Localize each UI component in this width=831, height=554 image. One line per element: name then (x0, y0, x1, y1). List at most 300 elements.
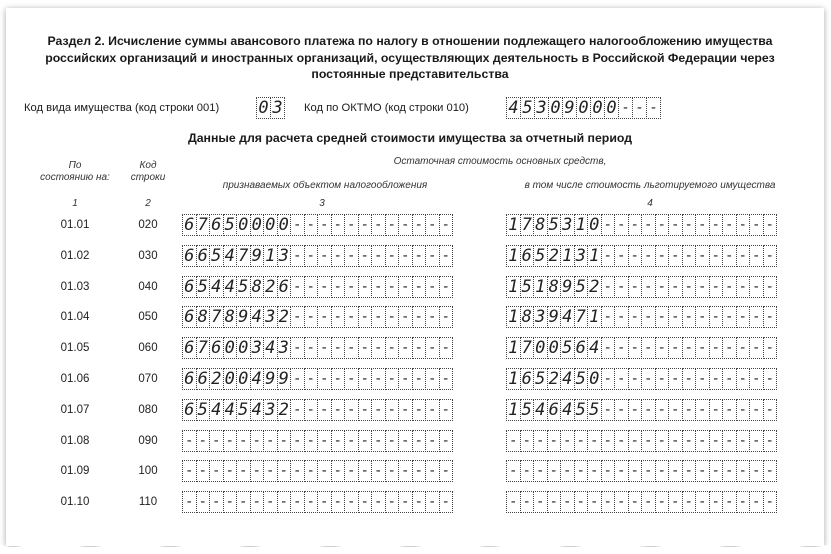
char-cell: - (371, 245, 386, 267)
char-cell: - (709, 460, 724, 482)
char-cell: 1 (506, 337, 521, 359)
exempt-value-field[interactable] (506, 368, 776, 390)
char-cell: - (358, 306, 373, 328)
section-title (20, 33, 800, 83)
char-cell: 1 (263, 245, 278, 267)
char-cell: - (398, 399, 413, 421)
char-cell: - (425, 306, 440, 328)
char-cell: - (682, 276, 697, 298)
char-cell: - (763, 214, 778, 236)
char-cell: - (749, 491, 764, 513)
char-cell: - (533, 430, 548, 452)
char-cell: - (709, 214, 724, 236)
char-cell: - (304, 430, 319, 452)
char-cell: - (317, 214, 332, 236)
char-cell: 8 (533, 214, 548, 236)
char-cell: 6 (209, 337, 224, 359)
char-cell: - (682, 337, 697, 359)
char-cell: - (722, 460, 737, 482)
char-cell: 5 (236, 276, 251, 298)
char-cell: - (749, 276, 764, 298)
oktmo-label: Код по ОКТМО (код строки 010) (304, 102, 469, 114)
char-cell: - (601, 491, 616, 513)
table-row (0, 368, 831, 394)
residual-value-field[interactable] (182, 276, 452, 298)
char-cell: - (439, 430, 454, 452)
char-cell: - (709, 245, 724, 267)
char-cell: - (736, 306, 751, 328)
char-cell: 2 (277, 306, 292, 328)
char-cell: - (412, 337, 427, 359)
char-cell: 3 (263, 399, 278, 421)
row-code: 040 (138, 280, 158, 293)
char-cell: - (317, 399, 332, 421)
residual-value-field[interactable] (182, 245, 452, 267)
char-cell: 1 (506, 214, 521, 236)
row-date: 01.06 (60, 373, 90, 385)
header-col3: признаваемых объектом налогообложения (222, 180, 428, 191)
char-cell: - (398, 214, 413, 236)
char-cell: 6 (182, 337, 197, 359)
char-cell: - (223, 460, 238, 482)
char-cell: - (317, 491, 332, 513)
char-cell: - (655, 368, 670, 390)
char-cell: - (344, 276, 359, 298)
section-title-line-2: российских организаций и иностранных организаций, осуществляющих деятельность в Российской Федерации через (45, 50, 775, 65)
char-cell: - (614, 276, 629, 298)
char-cell: 8 (250, 276, 265, 298)
char-cell: - (263, 430, 278, 452)
char-cell: 0 (236, 368, 251, 390)
char-cell: - (358, 399, 373, 421)
char-cell: - (668, 460, 683, 482)
char-cell: - (614, 368, 629, 390)
char-cell: - (290, 214, 305, 236)
char-cell: - (533, 460, 548, 482)
char-cell: 7 (196, 337, 211, 359)
char-cell: 3 (277, 337, 292, 359)
char-cell: - (290, 460, 305, 482)
table-row (0, 276, 831, 302)
char-cell: - (344, 337, 359, 359)
row-code: 090 (138, 434, 158, 447)
char-cell: - (344, 430, 359, 452)
char-cell: - (601, 276, 616, 298)
char-cell: - (358, 337, 373, 359)
char-cell: 6 (182, 214, 197, 236)
char-cell: - (736, 399, 751, 421)
table-row (0, 430, 831, 456)
char-cell: - (277, 460, 292, 482)
char-cell: - (263, 460, 278, 482)
char-cell: - (439, 276, 454, 298)
section-title-line-3: постоянные представительства (311, 67, 509, 81)
row-date: 01.01 (60, 219, 90, 231)
char-cell: - (358, 214, 373, 236)
char-cell: 2 (587, 276, 602, 298)
exempt-value-field[interactable] (506, 460, 776, 482)
residual-value-field[interactable] (182, 430, 452, 452)
char-cell: - (304, 276, 319, 298)
exempt-value-field[interactable] (506, 337, 776, 359)
residual-value-field[interactable] (182, 306, 452, 328)
residual-value-field[interactable] (182, 337, 452, 359)
char-cell: 4 (263, 337, 278, 359)
char-cell: 2 (209, 368, 224, 390)
row-code: 070 (138, 373, 158, 385)
row-date: 01.04 (60, 311, 90, 324)
char-cell: - (763, 245, 778, 267)
char-cell: - (371, 306, 386, 328)
char-cell: - (695, 337, 710, 359)
char-cell: 2 (263, 276, 278, 298)
char-cell: - (695, 368, 710, 390)
char-cell: - (425, 399, 440, 421)
char-cell: - (209, 460, 224, 482)
char-cell: 4 (223, 399, 238, 421)
char-cell: 0 (236, 337, 251, 359)
char-cell: - (317, 245, 332, 267)
row-date: 01.02 (60, 249, 90, 262)
residual-value-field[interactable] (182, 491, 452, 513)
char-cell: 6 (196, 245, 211, 267)
char-cell: - (601, 399, 616, 421)
char-cell: - (749, 430, 764, 452)
char-cell: - (655, 306, 670, 328)
header-residual-value: Остаточная стоимость основных средств, (393, 156, 607, 167)
char-cell: - (371, 214, 386, 236)
char-cell: - (763, 460, 778, 482)
char-cell: - (722, 368, 737, 390)
char-cell: - (560, 491, 575, 513)
char-cell: - (641, 460, 656, 482)
char-cell: 4 (209, 399, 224, 421)
section-title-line-1: Раздел 2. Исчисление суммы авансового платежа по налогу в отношении подлежащего налогообложению имущества (47, 34, 773, 48)
char-cell: - (641, 276, 656, 298)
char-cell: - (763, 491, 778, 513)
column-number-1: 1 (72, 198, 78, 209)
char-cell: 1 (533, 276, 548, 298)
char-cell: - (709, 430, 724, 452)
residual-value-field[interactable] (182, 214, 452, 236)
row-code: 100 (138, 465, 158, 478)
char-cell: - (358, 368, 373, 390)
char-cell: 0 (587, 214, 602, 236)
char-cell: 0 (277, 214, 292, 236)
char-cell: 4 (223, 276, 238, 298)
char-cell: - (304, 214, 319, 236)
char-cell: 6 (574, 337, 589, 359)
residual-value-field[interactable] (182, 460, 452, 482)
char-cell: - (223, 491, 238, 513)
char-cell: - (763, 399, 778, 421)
char-cell: 8 (520, 306, 535, 328)
char-cell: - (317, 460, 332, 482)
char-cell: - (614, 460, 629, 482)
char-cell: - (722, 214, 737, 236)
char-cell: - (641, 214, 656, 236)
char-cell: 6 (182, 368, 197, 390)
char-cell: - (358, 460, 373, 482)
char-cell: - (641, 430, 656, 452)
char-cell: - (709, 337, 724, 359)
char-cell: - (412, 245, 427, 267)
char-cell: - (196, 491, 211, 513)
char-cell: - (763, 306, 778, 328)
char-cell: 6 (520, 245, 535, 267)
char-cell: - (290, 306, 305, 328)
char-cell: 1 (506, 306, 521, 328)
char-cell: - (439, 214, 454, 236)
char-cell: - (547, 460, 562, 482)
char-cell: - (628, 337, 643, 359)
char-cell: - (439, 245, 454, 267)
char-cell: 4 (587, 337, 602, 359)
char-cell: 1 (506, 245, 521, 267)
char-cell: - (722, 430, 737, 452)
property-code-label: Код вида имущества (код строки 001) (24, 102, 220, 114)
exempt-value-field[interactable] (506, 245, 776, 267)
char-cell: - (749, 306, 764, 328)
char-cell: 5 (223, 214, 238, 236)
char-cell: - (331, 430, 346, 452)
char-cell: - (439, 399, 454, 421)
char-cell: 6 (547, 399, 562, 421)
row-date: 01.09 (60, 465, 90, 478)
char-cell: - (344, 368, 359, 390)
char-cell: 6 (209, 214, 224, 236)
char-cell: - (412, 276, 427, 298)
char-cell: - (560, 430, 575, 452)
char-cell: - (722, 276, 737, 298)
char-cell: - (371, 399, 386, 421)
char-cell: - (618, 97, 633, 119)
char-cell: - (695, 245, 710, 267)
char-cell: - (412, 430, 427, 452)
row-date: 01.07 (60, 403, 90, 416)
char-cell: 0 (590, 97, 605, 119)
char-cell: 7 (196, 214, 211, 236)
exempt-value-field[interactable] (506, 276, 776, 298)
row-date: 01.05 (60, 342, 90, 355)
row-code: 020 (138, 219, 158, 231)
char-cell: 9 (547, 306, 562, 328)
char-cell: - (236, 491, 251, 513)
table-row (0, 460, 831, 486)
char-cell: - (668, 214, 683, 236)
char-cell: - (722, 491, 737, 513)
char-cell: 6 (196, 368, 211, 390)
char-cell: - (614, 306, 629, 328)
char-cell: - (709, 306, 724, 328)
char-cell: 3 (533, 306, 548, 328)
exempt-value-field[interactable] (506, 399, 776, 421)
char-cell: - (304, 245, 319, 267)
char-cell: - (344, 306, 359, 328)
char-cell: 6 (182, 276, 197, 298)
char-cell: - (695, 306, 710, 328)
char-cell: 8 (223, 306, 238, 328)
char-cell: 6 (182, 306, 197, 328)
exempt-value-field[interactable] (506, 491, 776, 513)
char-cell: - (331, 306, 346, 328)
char-cell: - (385, 276, 400, 298)
char-cell: 5 (533, 245, 548, 267)
char-cell: - (682, 245, 697, 267)
char-cell: 6 (277, 276, 292, 298)
char-cell: - (439, 491, 454, 513)
char-cell: 5 (236, 399, 251, 421)
char-cell: - (344, 399, 359, 421)
char-cell: - (695, 276, 710, 298)
char-cell: 7 (236, 245, 251, 267)
char-cell: - (655, 245, 670, 267)
char-cell: - (709, 399, 724, 421)
exempt-value-field[interactable] (506, 214, 776, 236)
char-cell: - (304, 399, 319, 421)
char-cell: - (439, 368, 454, 390)
char-cell: - (695, 430, 710, 452)
char-cell: - (574, 491, 589, 513)
char-cell: 5 (196, 399, 211, 421)
char-cell: - (385, 491, 400, 513)
char-cell: 3 (250, 337, 265, 359)
header-col1 (40, 160, 110, 184)
char-cell: 5 (520, 276, 535, 298)
char-cell: - (317, 306, 332, 328)
char-cell: - (236, 430, 251, 452)
char-cell: - (641, 399, 656, 421)
char-cell: 9 (560, 276, 575, 298)
char-cell: - (682, 430, 697, 452)
char-cell: 0 (256, 97, 271, 119)
char-cell: - (439, 337, 454, 359)
char-cell: - (709, 368, 724, 390)
row-code: 050 (138, 311, 158, 324)
char-cell: - (736, 245, 751, 267)
char-cell: - (614, 214, 629, 236)
char-cell: - (317, 276, 332, 298)
char-cell: 7 (520, 337, 535, 359)
char-cell: 2 (277, 399, 292, 421)
char-cell: - (331, 214, 346, 236)
char-cell: 9 (236, 306, 251, 328)
char-cell: 6 (182, 399, 197, 421)
char-cell: - (628, 399, 643, 421)
char-cell: - (628, 245, 643, 267)
char-cell: - (763, 337, 778, 359)
char-cell: - (628, 306, 643, 328)
char-cell: - (290, 276, 305, 298)
char-cell: - (250, 491, 265, 513)
char-cell: 0 (263, 214, 278, 236)
char-cell: - (439, 306, 454, 328)
residual-value-field[interactable] (182, 399, 452, 421)
char-cell: - (412, 368, 427, 390)
char-cell: - (655, 491, 670, 513)
char-cell: 5 (560, 337, 575, 359)
row-date: 01.08 (60, 434, 90, 447)
char-cell: - (398, 337, 413, 359)
char-cell: 6 (182, 245, 197, 267)
char-cell: 2 (547, 245, 562, 267)
char-cell: - (736, 460, 751, 482)
char-cell: 9 (277, 368, 292, 390)
column-number-2: 2 (145, 198, 151, 209)
char-cell: - (668, 306, 683, 328)
char-cell: - (736, 491, 751, 513)
exempt-value-field[interactable] (506, 430, 776, 452)
char-cell: - (412, 460, 427, 482)
char-cell: - (655, 337, 670, 359)
char-cell: - (655, 430, 670, 452)
char-cell: 5 (520, 399, 535, 421)
char-cell: 3 (534, 97, 549, 119)
char-cell: - (749, 399, 764, 421)
char-cell: - (331, 245, 346, 267)
char-cell: 3 (277, 245, 292, 267)
char-cell: 8 (196, 306, 211, 328)
char-cell: - (358, 245, 373, 267)
char-cell: - (628, 276, 643, 298)
char-cell: - (520, 460, 535, 482)
char-cell: - (628, 460, 643, 482)
char-cell: - (749, 245, 764, 267)
char-cell: - (641, 491, 656, 513)
table-row (0, 245, 831, 271)
char-cell: 1 (587, 245, 602, 267)
table-row (0, 306, 831, 332)
property-code-field[interactable] (256, 97, 284, 119)
residual-value-field[interactable] (182, 368, 452, 390)
column-number-3: 3 (319, 198, 325, 209)
char-cell: - (655, 399, 670, 421)
row-code: 030 (138, 249, 158, 262)
exempt-value-field[interactable] (506, 306, 776, 328)
char-cell: - (209, 430, 224, 452)
char-cell: 3 (560, 214, 575, 236)
char-cell: 5 (574, 399, 589, 421)
char-cell: - (763, 368, 778, 390)
char-cell: - (290, 337, 305, 359)
char-cell: - (398, 276, 413, 298)
char-cell: - (655, 276, 670, 298)
char-cell: - (628, 214, 643, 236)
char-cell: - (547, 430, 562, 452)
char-cell: - (695, 460, 710, 482)
char-cell: - (763, 276, 778, 298)
char-cell: 5 (574, 368, 589, 390)
char-cell: - (385, 214, 400, 236)
char-cell: 1 (574, 214, 589, 236)
char-cell: 4 (533, 399, 548, 421)
char-cell: - (412, 214, 427, 236)
char-cell: - (425, 337, 440, 359)
char-cell: - (385, 368, 400, 390)
char-cell: - (749, 214, 764, 236)
char-cell: - (371, 430, 386, 452)
header-col4: в том числе стоимость льготируемого имущества (524, 180, 776, 191)
oktmo-field[interactable] (506, 97, 660, 119)
char-cell: 0 (587, 368, 602, 390)
char-cell: 4 (560, 306, 575, 328)
char-cell: 0 (223, 337, 238, 359)
char-cell: - (682, 368, 697, 390)
char-cell: - (344, 460, 359, 482)
char-cell: - (304, 368, 319, 390)
char-cell: - (506, 430, 521, 452)
char-cell: - (668, 245, 683, 267)
